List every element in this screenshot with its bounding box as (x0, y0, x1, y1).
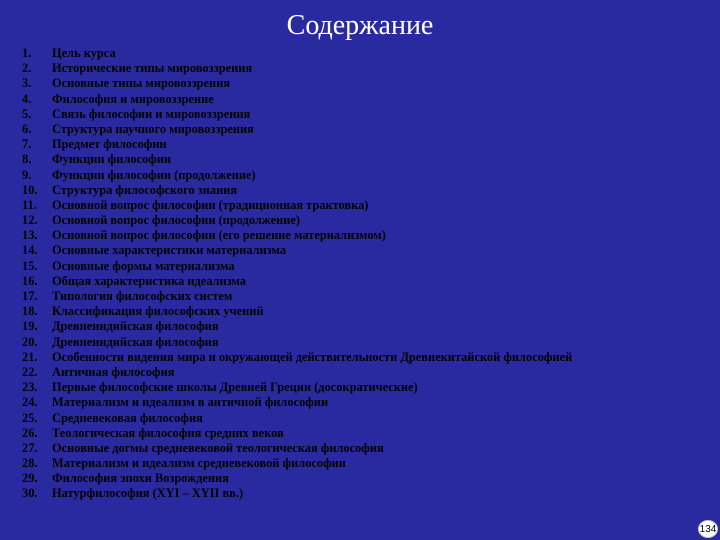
toc-item-number: 3. (22, 76, 32, 91)
toc-item[interactable] (22, 198, 702, 213)
toc-item-text: Структура философского знания (52, 182, 238, 197)
toc-item-number: 11. (22, 197, 37, 212)
toc-item-text: Особенности видения мира и окружающей действительности Древнекитайской философией (52, 349, 573, 364)
toc-item[interactable] (22, 228, 702, 243)
toc-item[interactable] (22, 183, 702, 198)
toc-item-number: 9. (22, 167, 32, 182)
toc-item-number: 20. (22, 334, 38, 349)
toc-item-number: 6. (22, 121, 32, 136)
toc-item[interactable] (22, 168, 702, 183)
toc-item[interactable] (22, 46, 702, 61)
toc-item-text: Древнеиндийская философия (52, 319, 219, 334)
toc-item-number: 19. (22, 319, 38, 334)
toc-item[interactable] (22, 456, 702, 471)
toc-item-text: Исторические типы мировоззрения (52, 61, 253, 76)
toc-item-text: Общая характеристика идеализма (52, 273, 246, 288)
toc-item-number: 4. (22, 91, 32, 106)
toc-item-text: Функции философии (продолжение) (52, 167, 256, 182)
toc-item-number: 18. (22, 304, 38, 319)
toc-item[interactable] (22, 61, 702, 76)
toc-item-text: Классификация философских учений (52, 304, 264, 319)
toc-item[interactable] (22, 365, 702, 380)
toc-item-number: 17. (22, 289, 38, 303)
toc-item[interactable] (22, 471, 702, 486)
table-of-contents (22, 46, 702, 502)
toc-item[interactable] (22, 426, 702, 441)
toc-item[interactable] (22, 213, 702, 228)
toc-item[interactable] (22, 441, 702, 456)
toc-item-number: 29. (22, 471, 38, 486)
toc-item-text: Цель курса (52, 46, 116, 60)
toc-item-number: 16. (22, 273, 38, 288)
toc-item-text: Основной вопрос философии (традиционная трактовка) (52, 197, 369, 212)
toc-item-number: 26. (22, 425, 38, 440)
slide-title: Содержание (286, 10, 434, 41)
toc-item[interactable] (22, 259, 702, 274)
toc-item-text: Материализм и идеализм средневековой философии (52, 456, 346, 471)
toc-item-text: Типология философских систем (52, 289, 233, 303)
toc-item-number: 25. (22, 410, 38, 425)
toc-item-text: Материализм и идеализм в античной философии (52, 395, 329, 410)
toc-item-number: 12. (22, 213, 38, 228)
toc-item[interactable] (22, 335, 702, 350)
toc-item-text: Основные формы материализма (52, 258, 235, 273)
toc-item-number: 27. (22, 440, 38, 455)
toc-item-text: Древнеиндийская философия (52, 334, 219, 349)
toc-item-text: Основной вопрос философии (продолжение) (52, 213, 301, 228)
toc-item-number: 10. (22, 182, 38, 197)
toc-item-number: 2. (22, 61, 32, 76)
toc-item[interactable] (22, 137, 702, 152)
toc-item-number: 7. (22, 137, 32, 152)
toc-item-text: Основные характеристики материализма (52, 243, 287, 258)
toc-item[interactable] (22, 350, 702, 365)
toc-item-number: 22. (22, 364, 38, 379)
toc-item[interactable] (22, 319, 702, 334)
toc-item-number: 8. (22, 152, 32, 167)
toc-item[interactable] (22, 395, 702, 410)
toc-item[interactable] (22, 243, 702, 258)
toc-item-text: Первые философские школы Древней Греции (досократические) (52, 380, 418, 395)
toc-item[interactable] (22, 274, 702, 289)
toc-item-number: 14. (22, 243, 38, 258)
toc-item-number: 30. (22, 486, 38, 501)
toc-item-text: Функции философии (52, 152, 172, 167)
toc-item-text: Предмет философии (52, 137, 167, 152)
toc-item[interactable] (22, 92, 702, 107)
toc-item-number: 15. (22, 258, 38, 273)
toc-item-text: Структура научного мировоззрения (52, 121, 254, 136)
toc-item-text: Связь философии и мировоззрения (52, 106, 251, 121)
toc-item[interactable] (22, 152, 702, 167)
toc-item-number: 21. (22, 349, 38, 364)
toc-item-number: 13. (22, 228, 38, 243)
toc-item-text: Основные догмы средневековой теологическая философия (52, 440, 384, 455)
toc-item-number: 23. (22, 380, 38, 395)
toc-item[interactable] (22, 304, 702, 319)
toc-item-text: Средневековая философия (52, 410, 203, 425)
toc-item-text: Натурфилософия (XYI – XYII вв.) (52, 486, 244, 501)
toc-item[interactable] (22, 76, 702, 91)
toc-item[interactable] (22, 486, 702, 501)
toc-item-text: Основной вопрос философии (его решение материализмом) (52, 228, 386, 243)
toc-item-text: Теологическая философия средних веков (52, 425, 284, 440)
toc-item-number: 5. (22, 106, 32, 121)
toc-item[interactable] (22, 289, 702, 304)
toc-item-text: Философия и мировоззрение (52, 91, 214, 106)
toc-item-text: Античная философия (52, 364, 175, 379)
toc-item-text: Философия эпохи Возрождения (52, 471, 229, 486)
toc-item[interactable] (22, 411, 702, 426)
toc-item[interactable] (22, 107, 702, 122)
toc-item-number: 28. (22, 456, 38, 471)
toc-item[interactable] (22, 380, 702, 395)
toc-item-text: Основные типы мировоззрения (52, 76, 231, 91)
toc-item[interactable] (22, 122, 702, 137)
page-number-badge: 134 (698, 520, 718, 538)
toc-item-number: 1. (22, 46, 32, 60)
toc-item-number: 24. (22, 395, 38, 410)
